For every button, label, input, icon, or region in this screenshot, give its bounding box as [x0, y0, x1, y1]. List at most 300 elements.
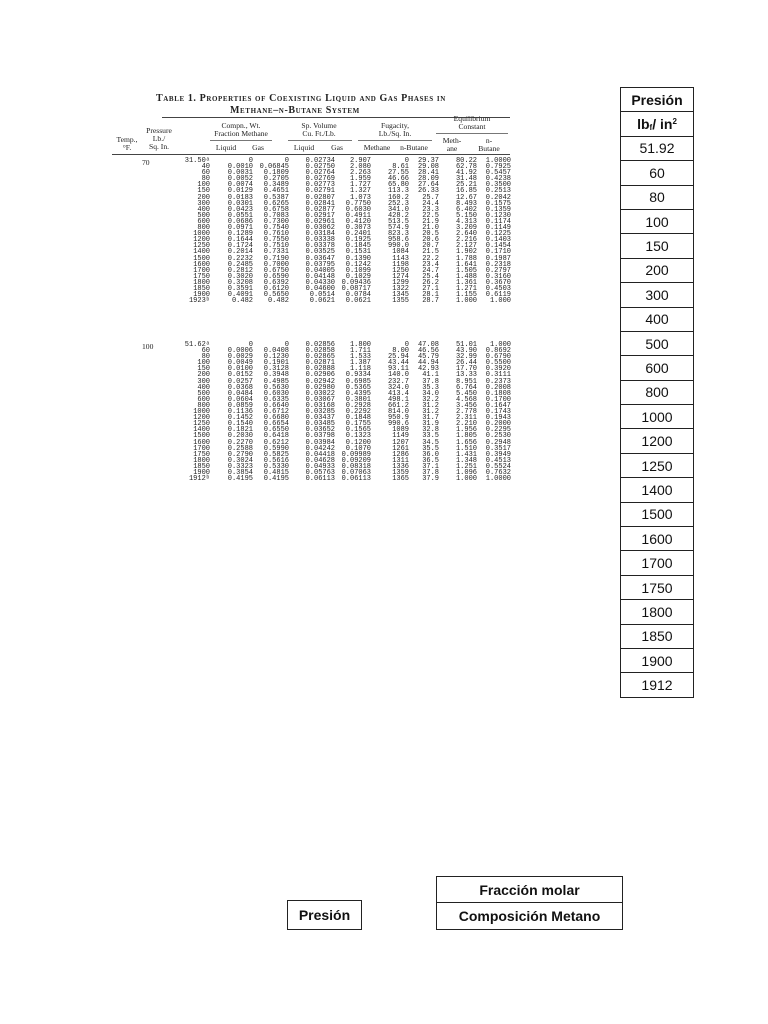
- table-cell: 498.1: [387, 395, 409, 404]
- table-cell: 29.37: [417, 157, 439, 165]
- table-cell: 0.03338: [305, 236, 335, 245]
- table-cell: 160.2: [387, 193, 409, 202]
- table-cell: 0.03184: [305, 230, 335, 239]
- table-cell: 20.6: [422, 236, 439, 245]
- header-sub-gas-2: Gas: [331, 143, 343, 152]
- table-cell: 1.251: [455, 462, 477, 471]
- table-cell: 28.1: [422, 291, 439, 300]
- table-cell: 0.0408: [263, 347, 289, 356]
- table-cell: 0.6418: [263, 432, 289, 441]
- table-cell: 0.02942: [305, 377, 335, 386]
- table-cell: 31.50ᵃ: [184, 157, 210, 165]
- table-cell: 0.4651: [263, 187, 289, 196]
- table-cell: 0.05763: [305, 468, 335, 477]
- table-cell: 0.0484: [227, 389, 253, 398]
- table-cell: 8.493: [455, 199, 477, 208]
- table-cell: 37.8: [422, 468, 439, 477]
- table-cell: 1274: [392, 272, 409, 281]
- table-cell: 0.3500: [485, 181, 511, 190]
- table-cell: 252.3: [387, 199, 409, 208]
- table-cell: 0.6265: [263, 199, 289, 208]
- table-cell: 1.641: [455, 260, 477, 269]
- table-cell: 21.0: [422, 224, 439, 233]
- table-cell: 0.03984: [305, 438, 335, 447]
- table-cell: 0.0784: [345, 291, 371, 300]
- row-spacer: [112, 476, 170, 482]
- table-cell: 2.907: [349, 157, 371, 165]
- table-cell: 0.2030: [227, 432, 253, 441]
- table-cell: 1850: [193, 284, 210, 293]
- table-cell: 27.55: [387, 169, 409, 178]
- table-cell: 0.6712: [263, 408, 289, 417]
- table-cell: 34.0: [422, 389, 439, 398]
- table-cell: 0.4395: [345, 389, 371, 398]
- table-cell: 0.0029: [227, 353, 253, 362]
- table-cell: 0: [284, 157, 289, 165]
- table-cell: 2.216: [455, 236, 477, 245]
- table-cell: 0.04600: [305, 284, 335, 293]
- table-cell: 0.6550: [263, 426, 289, 435]
- table-cell: 93.11: [387, 365, 409, 374]
- table-cell: 0.03437: [305, 414, 335, 423]
- table-cell: 20.7: [422, 242, 439, 251]
- pressure-value: 51.92: [621, 136, 694, 160]
- table-cell: 0.1289: [227, 230, 253, 239]
- table-cell: 8.61: [392, 163, 409, 172]
- table-cell: 400: [197, 205, 210, 214]
- table-cell: 0.0604: [227, 395, 253, 404]
- table-cell: 1.656: [455, 438, 477, 447]
- table-cell: 500: [197, 389, 210, 398]
- table-cell: 950.9: [387, 414, 409, 423]
- table-cell: 0.04148: [305, 272, 335, 281]
- table-cell: 0.06845: [259, 163, 289, 172]
- table-row: [112, 476, 512, 482]
- table-cell: 41.92: [455, 169, 477, 178]
- pressure-value: 1600: [621, 527, 694, 551]
- table-cell: 0.0074: [227, 181, 253, 190]
- table-cell: 0.1531: [345, 248, 371, 257]
- table-cell: 0.04242: [305, 444, 335, 453]
- table-cell: 600: [197, 217, 210, 226]
- table-cell: 0.1565: [345, 426, 371, 435]
- table-cell: 0.0031: [227, 169, 253, 178]
- row-spacer: [112, 298, 170, 304]
- table-cell: 2.263: [349, 169, 371, 178]
- table-cell: 0.6640: [263, 401, 289, 410]
- table-cell: 1.348: [455, 456, 477, 465]
- table-cell: 1.711: [349, 347, 371, 356]
- table-cell: 0.2705: [263, 175, 289, 184]
- table-cell: 24.4: [422, 199, 439, 208]
- table-cell: 0: [404, 157, 409, 165]
- composicion-metano-label-box: Composición Metano: [436, 902, 623, 930]
- table-cell: 0.7190: [263, 254, 289, 263]
- table-cell: 0.1454: [485, 242, 511, 251]
- header-sub-eq-butane: n- Butane: [478, 136, 500, 153]
- table-cell: 0.03795: [305, 260, 335, 269]
- table-cell: 0.04628: [305, 456, 335, 465]
- table-cell: 0.2000: [485, 420, 511, 429]
- table-cell: 0.4195: [227, 475, 253, 484]
- table-cell: 1.0000: [485, 475, 511, 484]
- section-rows: [112, 158, 512, 304]
- table-cell: 0.2318: [485, 260, 511, 269]
- table-cell: 800: [197, 401, 210, 410]
- header-bottom-rule: [112, 154, 510, 155]
- table-cell: 0.1943: [485, 414, 511, 423]
- table-cell: 0.5616: [263, 456, 289, 465]
- table-cell: 35.3: [422, 383, 439, 392]
- table-cell: 0.4238: [485, 175, 511, 184]
- pressure-header-row: [621, 88, 694, 112]
- pressure-value: 80: [621, 185, 694, 209]
- table-cell: 35.5: [422, 444, 439, 453]
- pressure-value: 1250: [621, 453, 694, 477]
- table-cell: 1.118: [349, 365, 371, 374]
- table-cell: 1400: [193, 248, 210, 257]
- table-cell: 0.02791: [305, 187, 335, 196]
- table-cell: 1800: [193, 278, 210, 287]
- table-cell: 1000: [193, 230, 210, 239]
- header-volume: Sp. Volume Cu. Ft./Lb.: [301, 121, 337, 138]
- table-cell: 0.2373: [485, 377, 511, 386]
- table-cell: 0.7331: [263, 248, 289, 257]
- pressure-header: Presión: [621, 88, 694, 112]
- table-cell: 0.06113: [305, 475, 335, 484]
- header-sub-gas-1: Gas: [252, 143, 264, 152]
- table-cell: 0.9334: [345, 371, 371, 380]
- pressure-value: 150: [621, 234, 694, 258]
- table-cell: 0.5365: [345, 383, 371, 392]
- pressure-row: [621, 380, 694, 404]
- section-70: [112, 158, 512, 304]
- table-cell: 5.150: [455, 211, 477, 220]
- table-cell: 1750: [193, 450, 210, 459]
- table-cell: 0.3111: [485, 371, 511, 380]
- table-cell: 25.21: [455, 181, 477, 190]
- table-cell: 0.2588: [227, 444, 253, 453]
- table-cell: 0.0183: [227, 193, 253, 202]
- table-cell: 8.00: [392, 347, 409, 356]
- table-cell: 0: [248, 157, 253, 165]
- table-cell: 0.2401: [345, 230, 371, 239]
- table-cell: 0.0859: [227, 401, 253, 410]
- table-cell: 0.482: [231, 297, 253, 306]
- table-cell: 0.03062: [305, 224, 335, 233]
- table-cell: 0.02906: [305, 371, 335, 380]
- table-cell: 0.6790: [485, 353, 511, 362]
- table-cell: 28.41: [417, 169, 439, 178]
- table-row: [112, 298, 512, 304]
- table-cell: 0.0006: [227, 347, 253, 356]
- table-cell: 0.03168: [305, 401, 335, 410]
- section-temp-label: 70: [142, 158, 150, 167]
- table-cell: 990.0: [387, 242, 409, 251]
- table-cell: 4.313: [455, 217, 477, 226]
- table-cell: 1336: [392, 462, 409, 471]
- table-cell: 28.7: [422, 297, 439, 306]
- table-cell: 0.0010: [227, 163, 253, 172]
- table-cell: 1.271: [455, 284, 477, 293]
- table-cell: 0.482: [267, 297, 289, 306]
- table-cell: 0.03022: [305, 389, 335, 398]
- table-cell: 1250: [193, 420, 210, 429]
- table-cell: 1084: [392, 248, 409, 257]
- table-cell: 1.488: [455, 272, 477, 281]
- table-cell: 2.778: [455, 408, 477, 417]
- table-cell: 0.0052: [227, 175, 253, 184]
- table-cell: 400: [197, 383, 210, 392]
- pressure-row: [621, 575, 694, 599]
- pressure-value: 1500: [621, 502, 694, 526]
- pressure-row: [621, 478, 694, 502]
- table-cell: 0.0686: [227, 217, 253, 226]
- table-cell: 1.788: [455, 254, 477, 263]
- table-cell: 0.1700: [485, 395, 511, 404]
- table-cell: 0.3920: [485, 365, 511, 374]
- scanned-data-table: [112, 88, 512, 520]
- table-cell: 1.000: [489, 297, 511, 306]
- table-cell: 23.4: [422, 260, 439, 269]
- header-sub-liquid-2: Liquid: [293, 143, 315, 152]
- table-cell: 0.1174: [485, 217, 511, 226]
- table-cell: 814.0: [387, 408, 409, 417]
- table-cell: 1.000: [455, 297, 477, 306]
- header-sub-eq-methane: Meth- ane: [442, 136, 462, 153]
- table-cell: 1311: [392, 456, 409, 465]
- table-cell: 1299: [392, 278, 409, 287]
- header-composition: Compn., Wt. Fraction Methane: [214, 121, 268, 138]
- table-cell: 26.44: [455, 359, 477, 368]
- table-cell: 0.7750: [345, 199, 371, 208]
- table-cell: 0.1099: [345, 266, 371, 275]
- table-cell: 1143: [392, 254, 409, 263]
- scan-table-subtitle: Methane–n-Butane System: [230, 105, 360, 116]
- pressure-value: 300: [621, 283, 694, 307]
- pressure-row: [621, 185, 694, 209]
- table-cell: 0.6758: [263, 205, 289, 214]
- table-cell: 28.09: [417, 175, 439, 184]
- table-cell: 0.03378: [305, 242, 335, 251]
- table-cell: 0.02980: [305, 383, 335, 392]
- header-mid-rule-2: [288, 140, 352, 141]
- table-cell: 100: [197, 359, 210, 368]
- table-cell: 4.568: [455, 395, 477, 404]
- pressure-value: 1200: [621, 429, 694, 453]
- table-cell: 0.1755: [345, 420, 371, 429]
- table-cell: 0.7540: [263, 224, 289, 233]
- table-cell: 1750: [193, 272, 210, 281]
- pressure-value: 60: [621, 161, 694, 185]
- table-cell: 17.70: [455, 365, 477, 374]
- header-fugacity: Fugacity, Lb./Sq. In.: [378, 121, 412, 138]
- table-cell: 0.6750: [263, 266, 289, 275]
- table-cell: 42.93: [417, 365, 439, 374]
- table-cell: 0.03647: [305, 254, 335, 263]
- table-cell: 0.2014: [227, 248, 253, 257]
- table-cell: 0.02888: [305, 365, 335, 374]
- table-cell: 1.073: [349, 193, 371, 202]
- table-cell: 0.3854: [227, 468, 253, 477]
- table-cell: 0.02858: [305, 347, 335, 356]
- table-cell: 2.080: [349, 163, 371, 172]
- table-cell: 1600: [193, 260, 210, 269]
- table-cell: 0.0257: [227, 377, 253, 386]
- table-cell: 1200: [193, 236, 210, 245]
- table-cell: 1500: [193, 432, 210, 441]
- header-temp: Temp., °F.: [116, 135, 138, 152]
- table-cell: 0.1029: [345, 272, 371, 281]
- table-cell: 0.1724: [227, 242, 253, 251]
- table-cell: 0.09209: [341, 456, 371, 465]
- table-cell: 45.79: [417, 353, 439, 362]
- header-mid-rule-3: [358, 140, 432, 141]
- table-cell: 0.6985: [345, 377, 371, 386]
- table-cell: 27.64: [417, 181, 439, 190]
- table-cell: 60: [201, 347, 210, 356]
- table-cell: 341.0: [387, 205, 409, 214]
- table-cell: 80.22: [455, 157, 477, 165]
- pressure-row: [621, 551, 694, 575]
- pressure-row: [621, 136, 694, 160]
- table-cell: 34.5: [422, 438, 439, 447]
- table-cell: 1261: [392, 444, 409, 453]
- table-cell: 0.5990: [263, 444, 289, 453]
- table-cell: 0.6392: [263, 278, 289, 287]
- table-cell: 0.4195: [263, 475, 289, 484]
- table-cell: 0.1070: [345, 444, 371, 453]
- header-equilibrium: Equilibrium Constant: [453, 114, 491, 131]
- table-cell: 1923ᵇ: [188, 297, 210, 306]
- table-cell: 0.1845: [345, 242, 371, 251]
- table-cell: 13.33: [455, 371, 477, 380]
- table-cell: 0.1359: [485, 205, 511, 214]
- table-cell: 0.6590: [263, 272, 289, 281]
- table-cell: 44.94: [417, 359, 439, 368]
- table-cell: 41.1: [422, 371, 439, 380]
- table-cell: 1.805: [455, 432, 477, 441]
- table-cell: 12.67: [455, 193, 477, 202]
- fraccion-molar-label-box: Fracción molar: [436, 876, 623, 903]
- table-cell: 1.000: [489, 341, 511, 349]
- table-cell: 51.01: [455, 341, 477, 349]
- table-cell: 25.94: [387, 353, 409, 362]
- table-cell: 0.1230: [485, 211, 511, 220]
- table-cell: 0.1149: [485, 224, 511, 233]
- pressure-value: 1000: [621, 405, 694, 429]
- table-cell: 2.311: [455, 414, 477, 423]
- table-cell: 65.80: [387, 181, 409, 190]
- table-cell: 80: [201, 175, 210, 184]
- table-cell: 2.640: [455, 230, 477, 239]
- table-cell: 0.2295: [485, 426, 511, 435]
- table-cell: 46.56: [417, 347, 439, 356]
- table-cell: 0.1743: [485, 408, 511, 417]
- table-cell: 1322: [392, 284, 409, 293]
- table-cell: 0.02773: [305, 181, 335, 190]
- table-cell: 0.0049: [227, 359, 253, 368]
- table-cell: 0.0551: [227, 211, 253, 220]
- table-cell: 46.66: [387, 175, 409, 184]
- table-cell: 0.0514: [309, 291, 335, 300]
- table-cell: 0.5330: [263, 462, 289, 471]
- table-cell: 500: [197, 211, 210, 220]
- pressure-row: [621, 648, 694, 672]
- pressure-value: 100: [621, 209, 694, 233]
- table-cell: 1149: [392, 432, 409, 441]
- table-cell: 0: [284, 341, 289, 349]
- table-cell: 1.902: [455, 248, 477, 257]
- table-cell: 200: [197, 371, 210, 380]
- table-cell: 0.0621: [309, 297, 335, 306]
- table-cell: 31.7: [422, 414, 439, 423]
- table-cell: 324.0: [387, 383, 409, 392]
- pressure-row: [621, 283, 694, 307]
- table-cell: 1345: [392, 291, 409, 300]
- table-cell: 0.4985: [263, 377, 289, 386]
- table-cell: 1500: [193, 254, 210, 263]
- table-cell: 1900: [193, 291, 210, 300]
- table-cell: 27.1: [422, 284, 439, 293]
- table-cell: 0.5825: [263, 450, 289, 459]
- table-cell: 0.5500: [485, 359, 511, 368]
- table-cell: 0.1808: [485, 389, 511, 398]
- table-cell: 0.02769: [305, 175, 335, 184]
- table-cell: 1.096: [455, 468, 477, 477]
- table-cell: 1198: [392, 260, 409, 269]
- header-sub-nbutane: n-Butane: [400, 143, 428, 152]
- table-cell: 0.08717: [341, 284, 371, 293]
- table-cell: 0.03285: [305, 408, 335, 417]
- header-pressure: Pressure Lb./ Sq. In.: [146, 126, 172, 151]
- table-cell: 1.956: [455, 426, 477, 435]
- table-cell: 0.09989: [341, 450, 371, 459]
- table-cell: 1000: [193, 408, 210, 417]
- table-cell: 0.7550: [263, 236, 289, 245]
- table-cell: 8.951: [455, 377, 477, 386]
- table-cell: 1.727: [349, 181, 371, 190]
- table-cell: 428.2: [387, 211, 409, 220]
- table-cell: 0.5630: [263, 383, 289, 392]
- table-cell: 0.7510: [263, 242, 289, 251]
- table-cell: 0.4815: [263, 468, 289, 477]
- table-cell: 0.3489: [263, 181, 289, 190]
- table-cell: 0.5457: [485, 169, 511, 178]
- table-cell: 22.5: [422, 211, 439, 220]
- table-cell: 37.9: [422, 475, 439, 484]
- table-cell: 0.4911: [345, 211, 371, 220]
- table-cell: 32.8: [422, 426, 439, 435]
- table-cell: 0.6212: [263, 438, 289, 447]
- table-cell: 0.7925: [485, 163, 511, 172]
- table-cell: 1089: [392, 426, 409, 435]
- table-cell: 1800: [193, 456, 210, 465]
- table-cell: 32.99: [455, 353, 477, 362]
- table-cell: 100: [197, 181, 210, 190]
- table-cell: 1.361: [455, 278, 477, 287]
- table-cell: 0.1390: [345, 254, 371, 263]
- table-cell: 0.1242: [345, 260, 371, 269]
- table-cell: 0.02841: [305, 199, 335, 208]
- table-cell: 0.1575: [485, 199, 511, 208]
- table-cell: 1.533: [349, 353, 371, 362]
- table-cell: 20.5: [422, 230, 439, 239]
- pressure-row: [621, 600, 694, 624]
- pressure-row: [621, 234, 694, 258]
- table-cell: 0.1987: [485, 254, 511, 263]
- table-cell: 24.7: [422, 266, 439, 275]
